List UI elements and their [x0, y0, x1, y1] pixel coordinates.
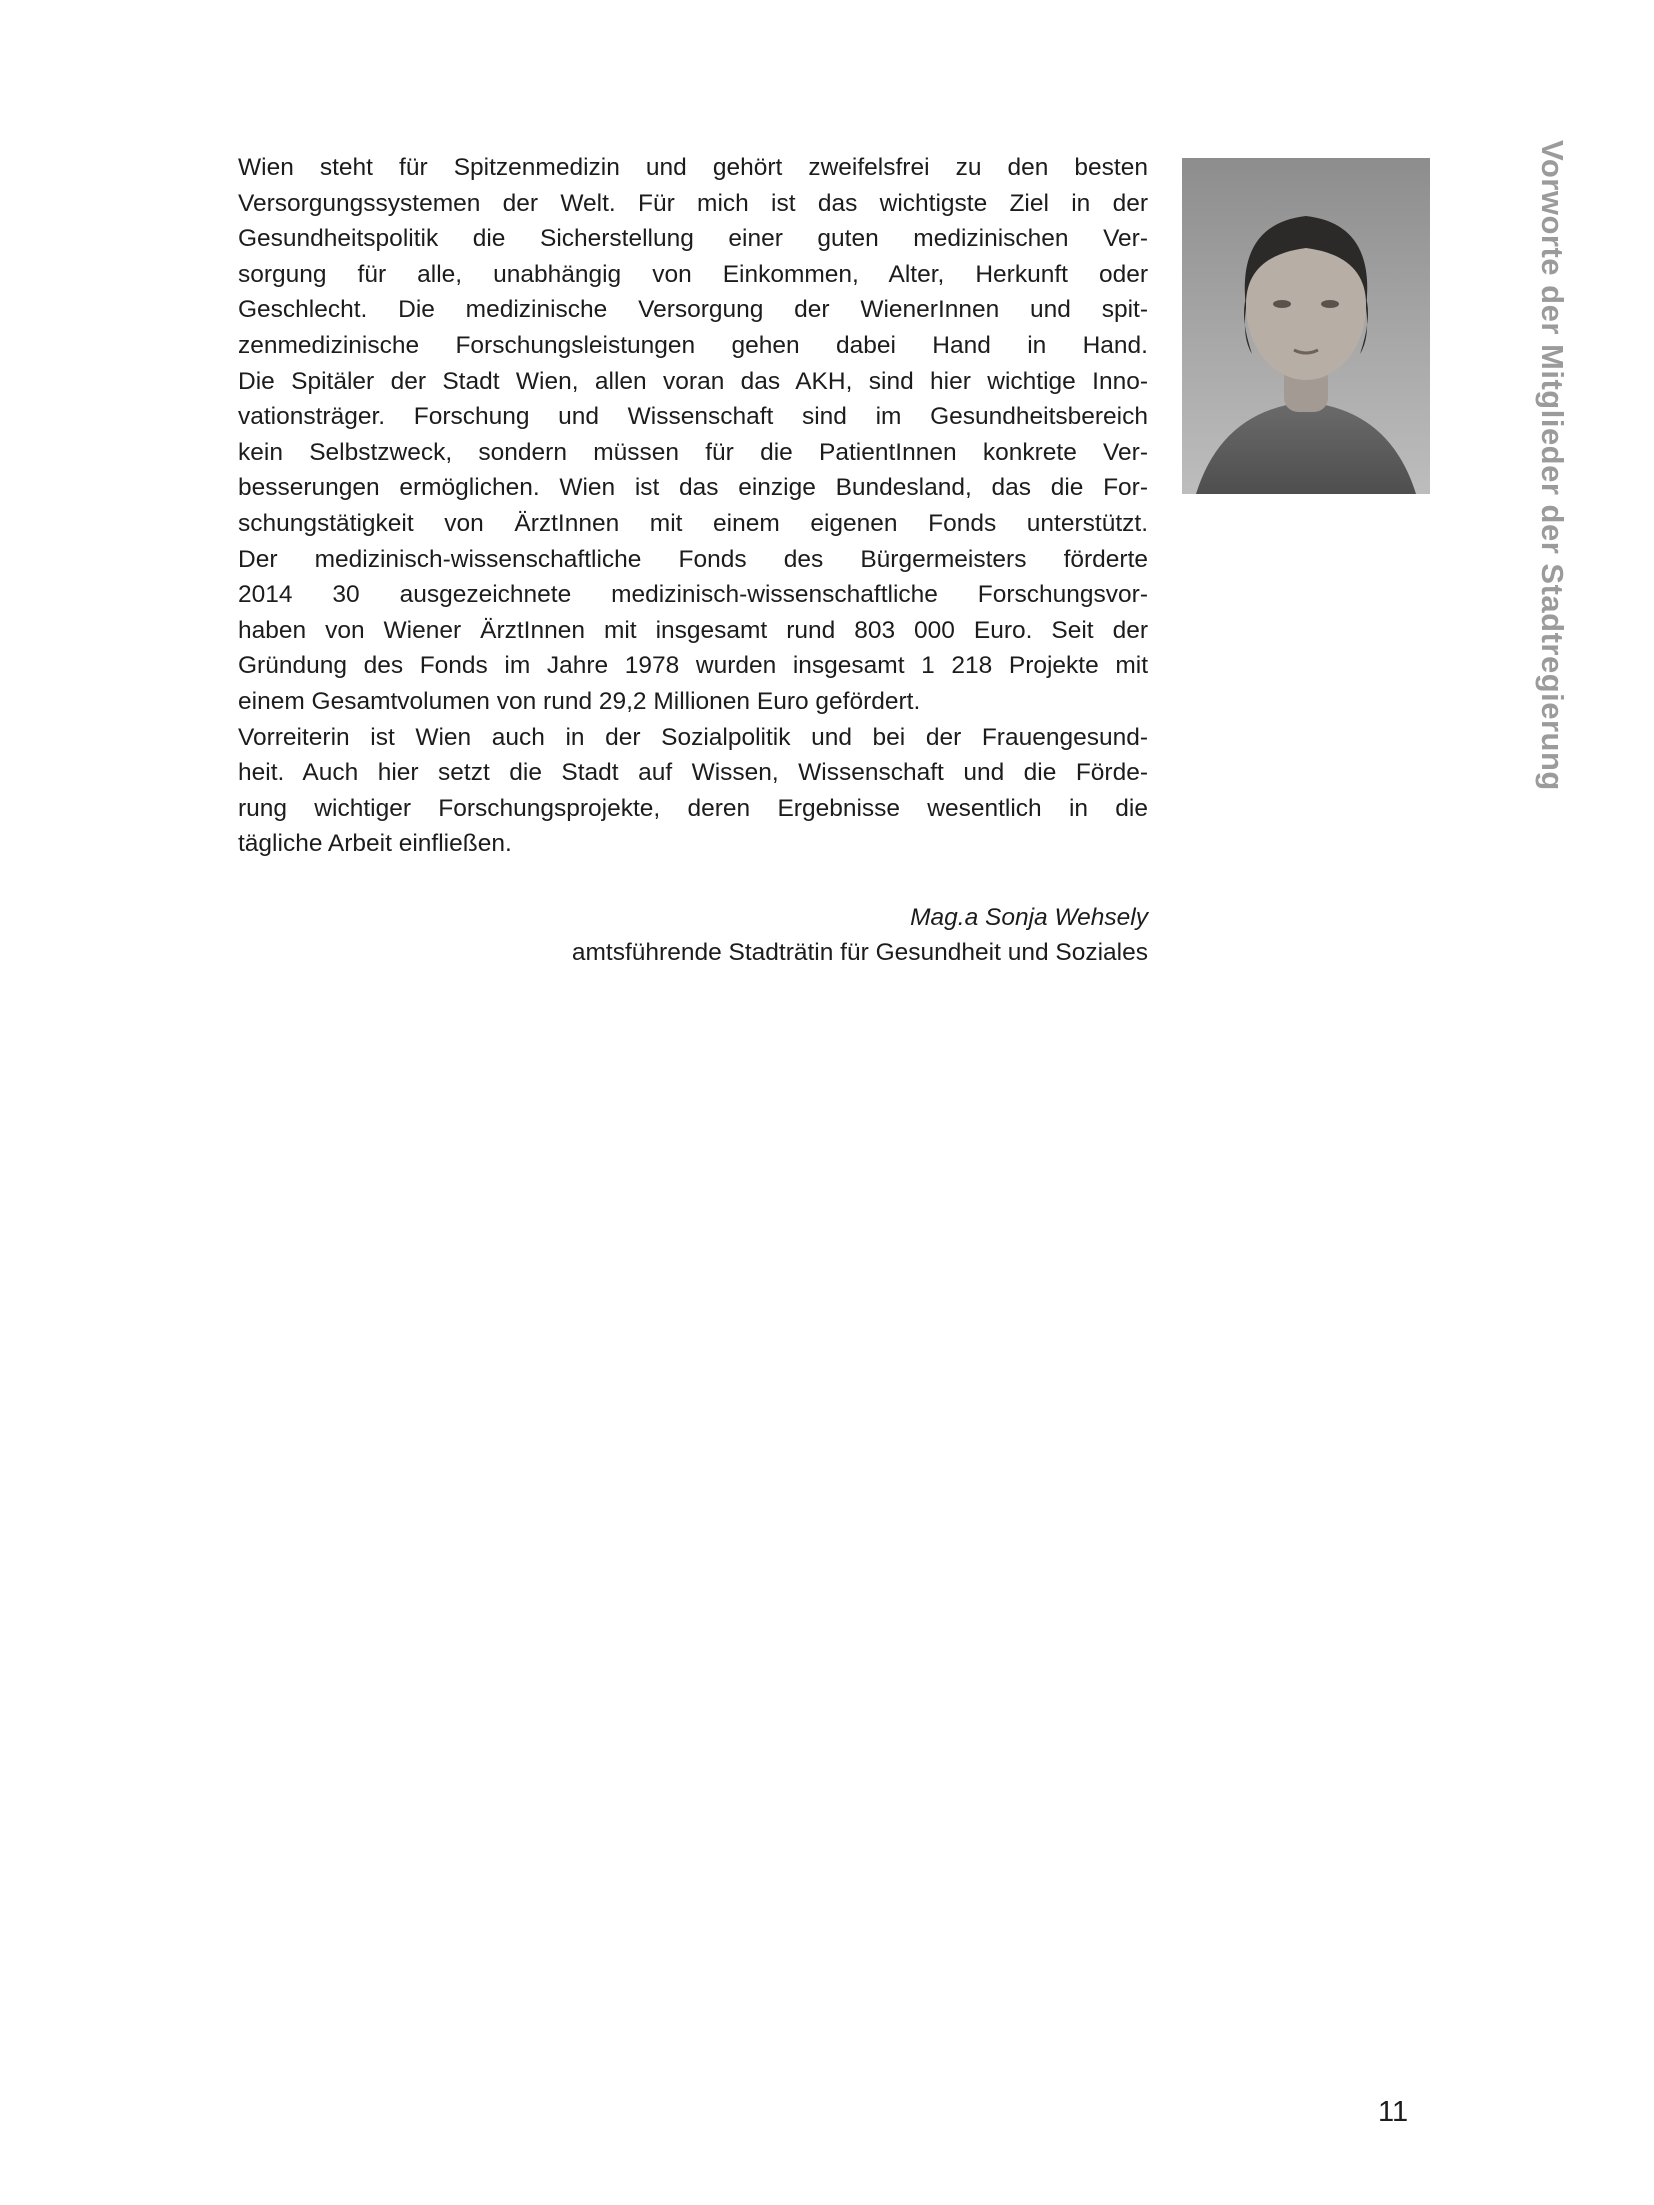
text-line: Gesundheitspolitik die Sicherstellung einer guten medizinischen Ver-: [238, 225, 1148, 253]
paragraph-2: [238, 720, 1148, 862]
portrait-photo: [1182, 158, 1430, 494]
page-number: 11: [1378, 2096, 1409, 2128]
signature-title: amtsführende Stadträtin für Gesundheit und Soziales: [571, 939, 1148, 967]
text-line: rung wichtiger Forschungsprojekte, deren Ergebnisse wesentlich in die: [238, 794, 1148, 822]
text-line: heit. Auch hier setzt die Stadt auf Wissen, Wissenschaft und die Förde-: [238, 759, 1148, 787]
text-line: haben von Wiener ÄrztInnen mit insgesamt rund 803 000 Euro. Seit der: [238, 616, 1148, 644]
text-line: Der medizinisch-wissenschaftliche Fonds des Bürgermeisters förderte: [238, 545, 1148, 573]
signature-name: Mag.a Sonja Wehsely: [910, 903, 1148, 931]
text-line: vationsträger. Forschung und Wissenschaft sind im Gesundheitsbereich: [238, 403, 1148, 431]
text-line: Die Spitäler der Stadt Wien, allen voran das AKH, sind hier wichtige Inno-: [238, 367, 1148, 395]
text-line: sorgung für alle, unabhängig von Einkommen, Alter, Herkunft oder: [238, 260, 1148, 288]
text-line: einem Gesamtvolumen von rund 29,2 Millionen Euro gefördert.: [238, 687, 921, 715]
text-line: kein Selbstzweck, sondern müssen für die PatientInnen konkrete Ver-: [238, 438, 1148, 466]
text-line: besserungen ermöglichen. Wien ist das einzige Bundesland, das die For-: [238, 474, 1148, 502]
text-line: Vorreiterin ist Wien auch in der Sozialpolitik und bei der Frauengesund-: [238, 723, 1148, 751]
paragraph-1: [238, 150, 1148, 720]
foreword-text-block: [238, 150, 1148, 971]
text-line: Versorgungssystemen der Welt. Für mich ist das wichtigste Ziel in der: [238, 189, 1148, 217]
text-line: 2014 30 ausgezeichnete medizinisch-wissenschaftliche Forschungsvor-: [238, 581, 1148, 609]
text-line: schungstätigkeit von ÄrztInnen mit einem eigenen Fonds unterstützt.: [238, 509, 1148, 537]
text-line: Geschlecht. Die medizinische Versorgung der WienerInnen und spit-: [238, 296, 1148, 324]
text-line: zenmedizinische Forschungsleistungen gehen dabei Hand in Hand.: [238, 331, 1148, 359]
sidebar-title: Vorworte der Mitglieder der Stadtregierung: [1535, 140, 1570, 791]
portrait-photo-graphic: [1182, 158, 1430, 494]
text-line: tägliche Arbeit einfließen.: [238, 830, 512, 858]
text-line: Wien steht für Spitzenmedizin und gehört zweifelsfrei zu den besten: [238, 154, 1148, 181]
signature-block: [238, 900, 1148, 971]
text-line: Gründung des Fonds im Jahre 1978 wurden insgesamt 1 218 Projekte mit: [238, 652, 1148, 680]
